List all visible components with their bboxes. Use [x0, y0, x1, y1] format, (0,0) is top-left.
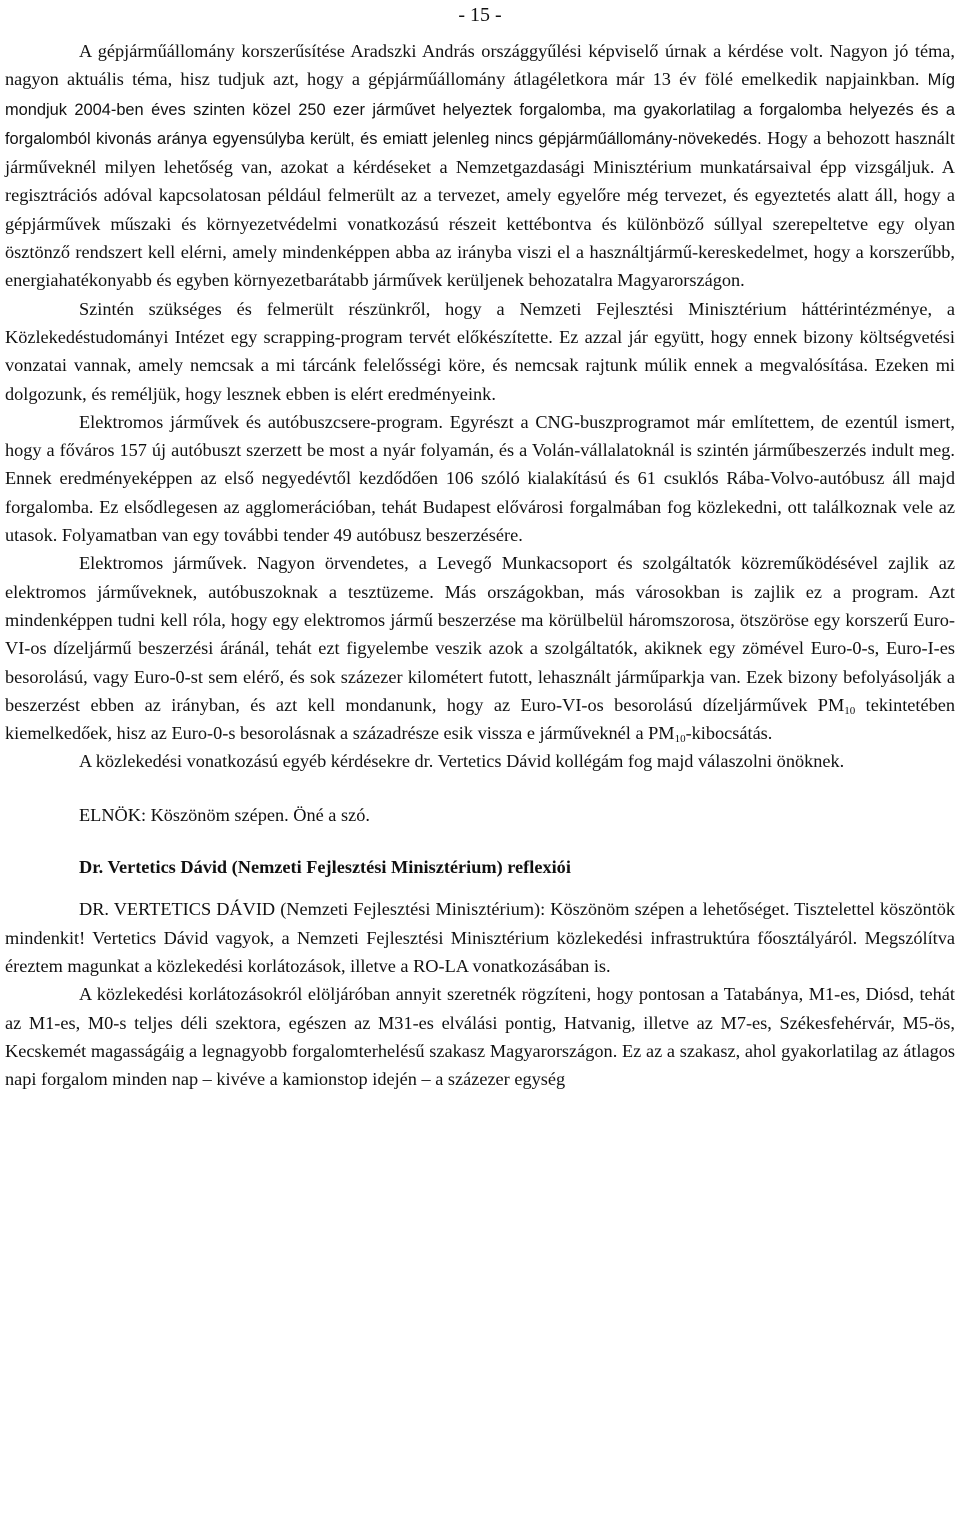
paragraph-electric-vehicles: [5, 549, 955, 747]
paragraph-text: A gépjárműállomány korszerűsítése Aradszki András országgyűlési képviselő úrnak a kérdése volt. Nagyon jó téma, nagyon aktuális téma, hisz tudjuk azt, hogy a gépjárműállomány átlagéletkora már 13 év fölé emelkedik napjainkban.: [5, 41, 955, 90]
paragraph-traffic-restrictions: A közlekedési korlátozásokról elöljáróban annyit szeretnék rögzíteni, hogy pontosan a Tatabánya, M1-es, Diósd, tehát az M1-es, M0-s teljes déli szektora, egészen az M31-es elválási pontig, Hatvanig, illetve az M7-es, Székesfehérvár, M5-ös, Kecskemét magasságáig a legnagyobb forgalomterhelésű szakasz Magyarországon. Ez az a szakasz, ahol gyakorlatilag az átlagos napi forgalom minden nap – kivéve a kamionstop idején – a százezer egység: [5, 984, 955, 1090]
paragraph-bus-program: Elektromos járművek és autóbuszcsere-program. Egyrészt a CNG-buszprogramot már említettem, de ezentúl ismert, hogy a főváros 157 új autóbuszt szerzett be most a nyár folyamán, és a Volán-vállalatoknál is szintén járműbeszerzés indult meg. Ennek eredményeképpen az első negyedévtől kezdődően 106 szóló kialakítású és 61 csuklós Rába-Volvo-autóbusz áll majd forgalomba. Ez elsődlegesen az agglomerációban, tehát Budapest elővárosi forgalmában fog közlekedni, ott találkoznak vele az utasok. Folyamatban van egy további tender 49 autóbusz beszerzésére.: [5, 411, 955, 546]
paragraph-text: Elektromos járművek. Nagyon örvendetes, a Levegő Munkacsoport és szolgáltatók közreműködésével zajlik az elektromos járműveknek, autóbuszoknak a tesztüzeme. Más országokban, más városokban is zajlik ez a program. Azt mindenképpen tudni kell róla, hogy egy elektromos jármű beszerzése ma körülbelül háromszorosa, ötszöröse egy korszerű Euro-VI-os dízeljármű beszerzési áránál, tehát ezt figyelembe veszik azok a szolgáltatók, akiknek egy zömével Euro-0-s, Euro-I-es besorolású, vagy Euro-0-st sem elérő, és sok százezer kilométert futott, lehasznált járműparkja van. Ezek bizony befolyásolják a beszerzést ebben az irányban, és azt kell mondanunk, hogy az Euro-VI-os besorolású dízeljárművek PM: [5, 553, 955, 715]
page-number: - 15 -: [458, 4, 502, 26]
section-heading: Dr. Vertetics Dávid (Nemzeti Fejlesztési Minisztérium) reflexiói: [79, 857, 571, 878]
paragraph-vehicle-fleet: [5, 37, 955, 295]
chairman-line: ELNÖK: Köszönöm szépen. Öné a szó.: [79, 804, 370, 825]
subscript: 10: [844, 704, 856, 717]
paragraph-text: Hogy a behozott használt járműveknél milyen lehetőség van, azokat a kérdéseket a Nemzetgazdasági Minisztérium munkatársaival épp vizsgáljuk. A regisztrációs adóval kapcsolatosan például felmerült az a tervezet, amely egyelőre még tervezet, és egyeztetés alatt áll, hogy a gépjárművek műszaki és környezetvédelmi vonatkozású részeit kettébontva és különböző súllyal szerepeltetve egy olyan ösztönző rendszert kell elérni, amely mindenképpen abba az irányba viszi el a használtjármű-kereskedelmet, hogy a korszerűbb, energiahatékonyabb és egyben környezetbarátabb járművek kerüljenek behozatalra Magyarországon.: [5, 127, 955, 291]
paragraph-text: tekintetében kiemelkedőek, hisz az Euro-0-s besorolásnak a századrésze esik vissza e járműveknél a PM: [5, 694, 956, 744]
paragraph-other-questions: A közlekedési vonatkozású egyéb kérdésekre dr. Vertetics Dávid kollégám fog majd válaszolni önöknek.: [79, 751, 845, 772]
paragraph-speaker-intro: DR. VERTETICS DÁVID (Nemzeti Fejlesztési Minisztérium): Köszönöm szépen a lehetőséget. Tisztelettel köszöntök mindenkit! Vertetics Dávid vagyok, a Nemzeti Fejlesztési Minisztérium közlekedési infrastruktúra főosztályáról. Megszólítva éreztem magunkat a közlekedési korlátozások, illetve a RO-LA vonatkozásában is.: [5, 899, 955, 976]
paragraph-text: -kibocsátás.: [685, 723, 773, 744]
document-page: [5, 0, 955, 1093]
paragraph-scrapping-program: Szintén szükséges és felmerült részünkről, hogy a Nemzeti Fejlesztési Minisztérium háttérintézménye, a Közlekedéstudományi Intézet egy scrapping-program tervét előkészítette. Ez azzal jár együtt, hogy ennek bizony költségvetési vonzatai vannak, amely nemcsak a mi tárcánk felelősségi köre, és nemcsak rajtunk múlik ennek a megvalósítása. Ezeken mi dolgozunk, és reméljük, hogy lesznek ebben is elért eredményeink.: [5, 298, 955, 404]
paragraph-text-sans: Míg mondjuk 2004-ben éves szinten közel 250 ezer járművet helyeztek forgalomba, ma gyakorlatilag a forgalomba helyezés és a forgalomból kivonás aránya egyensúlyba került, és emiatt jelenleg nincs gépjárműállomány-növekedés.: [5, 71, 955, 148]
subscript: 10: [674, 733, 686, 746]
